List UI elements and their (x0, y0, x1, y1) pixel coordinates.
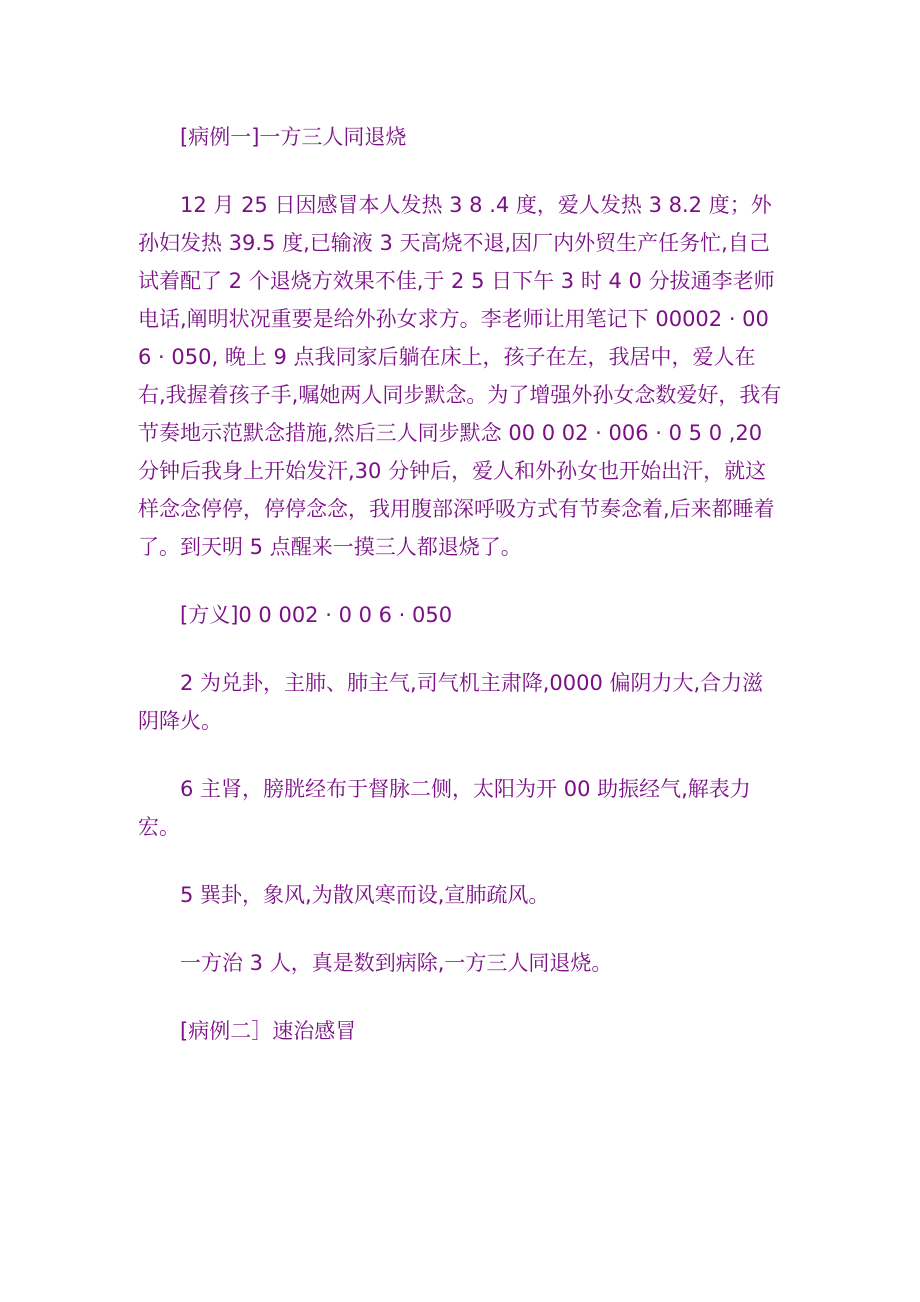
document-body (138, 118, 782, 1050)
paragraph-gap (138, 740, 782, 770)
case-one-body: 12 月 25 日因感冒本人发热 3 8 .4 度，爱人发热 3 8.2 度；外孙妇发热 39.5 度,已输液 3 天高烧不退,因厂内外贸生产任务忙,自己试着配了 2 个退烧方效果不佳,于 2 5 日下午 3 时 4 0 分拔通李老师电话,阐明状况重要是给外孙女求方。李老师让用笔记下 00002 · 006 · 050, 晚上 9 点我同家后躺在床上，孩子在左，我居中，爱人在右,我握着孩子手,嘱她两人同步默念。为了增强外孙女念数爱好，我有节奏地示范默念措施,然后三人同步默念 00 0 02 · 006 · 0 5 0 ,20 分钟后我身上开始发汗,30 分钟后，爱人和外孙女也开始出汗，就这样念念停停，停停念念，我用腹部深呼吸方式有节奏念着,后来都睡着了。到天明 5 点醒来一摸三人都退烧了。 (138, 193, 782, 559)
number-six-explanation: 6 主肾，膀胱经布于督脉二侧，太阳为开 00 助振经气,解表力宏。 (138, 777, 751, 839)
paragraph-gap (138, 982, 782, 1012)
number-two-explanation: 2 为兑卦，主肺、肺主气,司气机主肃降,0000 偏阴力大,合力滋阴降火。 (138, 671, 764, 733)
case-one-conclusion: 一方治 3 人，真是数到病除,一方三人同退烧。 (180, 951, 613, 975)
case-two-heading: [病例二］速治感冒 (180, 1019, 357, 1043)
paragraph-gap (138, 156, 782, 186)
paragraph-gap (138, 634, 782, 664)
case-one-heading: [病例一]一方三人同退烧 (180, 125, 407, 149)
number-five-explanation: 5 巽卦，象风,为散风寒而设,宣肺疏风。 (180, 883, 550, 907)
paragraph-gap (138, 566, 782, 596)
paragraph-gap (138, 914, 782, 944)
prescription-meaning-heading: [方义]0 0 002 · 0 0 6 · 050 (180, 603, 453, 627)
paragraph-gap (138, 846, 782, 876)
